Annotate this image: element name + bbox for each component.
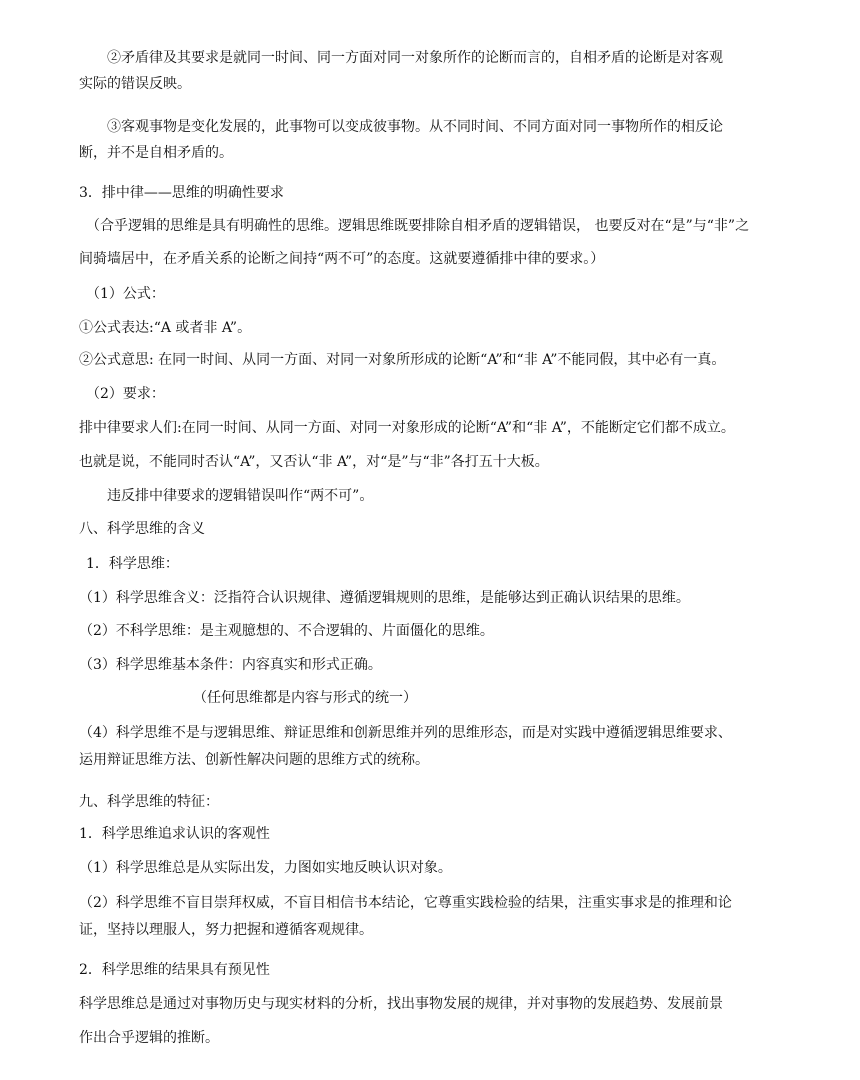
paragraph-line: 运用辩证思维方法、创新性解决问题的思维方式的统称。 bbox=[79, 752, 429, 768]
paragraph-line: ②公式意思: 在同一时间、从同一方面、对同一对象所形成的论断“A”和“非 A”不能同假，其中必有一真。 bbox=[79, 352, 726, 368]
paragraph-line: 间骑墙居中，在矛盾关系的论断之间持“两不可”的态度。这就要遵循排中律的要求。） bbox=[79, 251, 605, 267]
paragraph-line: 断，并不是自相矛盾的。 bbox=[79, 145, 233, 161]
subheading: 1．科学思维追求认识的客观性 bbox=[79, 826, 270, 842]
paragraph-line: 作出合乎逻辑的推断。 bbox=[79, 1030, 219, 1046]
paragraph-line: ①公式表达:“A 或者非 A”。 bbox=[79, 320, 252, 336]
paragraph-line: 也就是说，不能同时否认“A”，又否认“非 A”，对“是”与“非”各打五十大板。 bbox=[79, 454, 549, 470]
subheading: （1）公式： bbox=[86, 286, 165, 302]
subheading: 2．科学思维的结果具有预见性 bbox=[79, 962, 270, 978]
paragraph-line: （2）科学思维不盲目崇拜权威，不盲目相信书本结论，它尊重实践检验的结果，注重实事求是的推理和论 bbox=[79, 895, 732, 911]
subheading: （2）要求： bbox=[86, 386, 165, 402]
section-heading: 八、科学思维的含义 bbox=[79, 521, 205, 537]
section-heading: 3．排中律——思维的明确性要求 bbox=[79, 185, 284, 201]
paragraph-line: 证，坚持以理服人，努力把握和遵循客观规律。 bbox=[79, 922, 373, 938]
paragraph-line: （2）不科学思维：是主观臆想的、不合逻辑的、片面僵化的思维。 bbox=[79, 623, 494, 639]
subheading: 1．科学思维： bbox=[86, 556, 179, 572]
section-heading: 九、科学思维的特征： bbox=[79, 794, 219, 810]
paragraph-line: （4）科学思维不是与逻辑思维、辩证思维和创新思维并列的思维形态，而是对实践中遵循逻辑思维要求、 bbox=[79, 725, 732, 741]
paragraph-line: 实际的错误反映。 bbox=[79, 76, 191, 92]
paragraph-line: ③客观事物是变化发展的，此事物可以变成彼事物。从不同时间、不同方面对同一事物所作的相反论 bbox=[107, 119, 723, 135]
paragraph-line: （任何思维都是内容与形式的统一） bbox=[193, 690, 417, 706]
paragraph-line: ②矛盾律及其要求是就同一时间、同一方面对同一对象所作的论断而言的，自相矛盾的论断是对客观 bbox=[107, 50, 723, 66]
paragraph-line: （1）科学思维含义：泛指符合认识规律、遵循逻辑规则的思维，是能够达到正确认识结果的思维。 bbox=[79, 590, 690, 606]
paragraph-line: （3）科学思维基本条件：内容真实和形式正确。 bbox=[79, 657, 382, 673]
paragraph-line: 排中律要求人们:在同一时间、从同一方面、对同一对象形成的论断“A”和“非 A”，不能断定它们都不成立。 bbox=[79, 420, 735, 436]
paragraph-line: 违反排中律要求的逻辑错误叫作“两不可”。 bbox=[107, 488, 374, 504]
paragraph-line: 科学思维总是通过对事物历史与现实材料的分析，找出事物发展的规律，并对事物的发展趋势、发展前景 bbox=[79, 996, 723, 1012]
paragraph-line: （1）科学思维总是从实际出发，力图如实地反映认识对象。 bbox=[79, 860, 452, 876]
paragraph-line: （合乎逻辑的思维是具有明确性的思维。逻辑思维既要排除自相矛盾的逻辑错误， 也要反对在“是”与“非”之 bbox=[86, 218, 750, 234]
